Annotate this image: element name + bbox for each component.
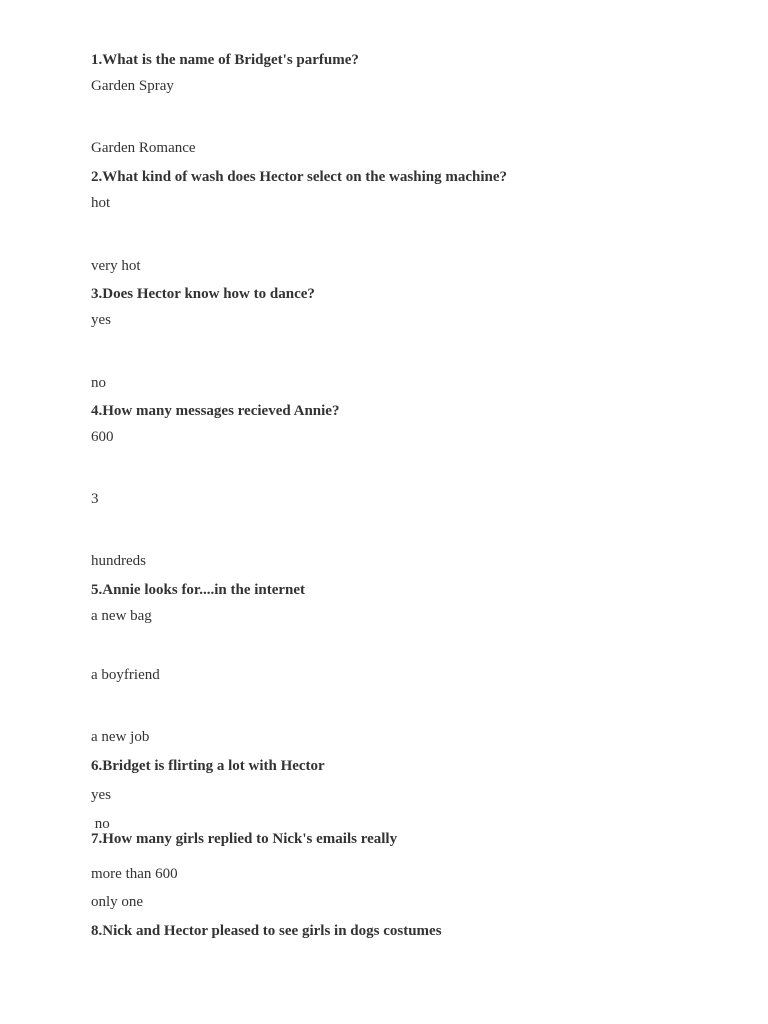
option-1-a: Garden Spray [91, 78, 174, 94]
option-3-a: yes [91, 312, 111, 328]
option-6-b: no [91, 816, 110, 832]
question-6: 6.Bridget is flirting a lot with Hector [91, 758, 325, 774]
option-7-a: more than 600 [91, 866, 178, 882]
option-2-a: hot [91, 195, 111, 211]
option-5-c: a new job [91, 729, 150, 745]
question-8: 8.Nick and Hector pleased to see girls in dogs costumes [91, 923, 442, 939]
option-7-b: only one [91, 894, 144, 910]
question-7: 7.How many girls replied to Nick's emails really [91, 831, 398, 847]
question-3: 3.Does Hector know how to dance? [91, 286, 315, 302]
question-1: 1.What is the name of Bridget's parfume? [91, 52, 359, 68]
option-4-a: 600 [91, 429, 114, 445]
option-4-c: hundreds [91, 553, 146, 569]
question-5: 5.Annie looks for....in the internet [91, 582, 306, 598]
option-5-b: a boyfriend [91, 667, 160, 683]
option-1-b: Garden Romance [91, 140, 196, 156]
option-6-a: yes [91, 787, 111, 803]
question-2: 2.What kind of wash does Hector select on the washing machine? [91, 169, 507, 185]
option-5-a: a new bag [91, 608, 152, 624]
option-2-b: very hot [91, 258, 141, 274]
option-3-b: no [91, 375, 106, 391]
question-4: 4.How many messages recieved Annie? [91, 403, 340, 419]
option-4-b: 3 [91, 491, 99, 507]
